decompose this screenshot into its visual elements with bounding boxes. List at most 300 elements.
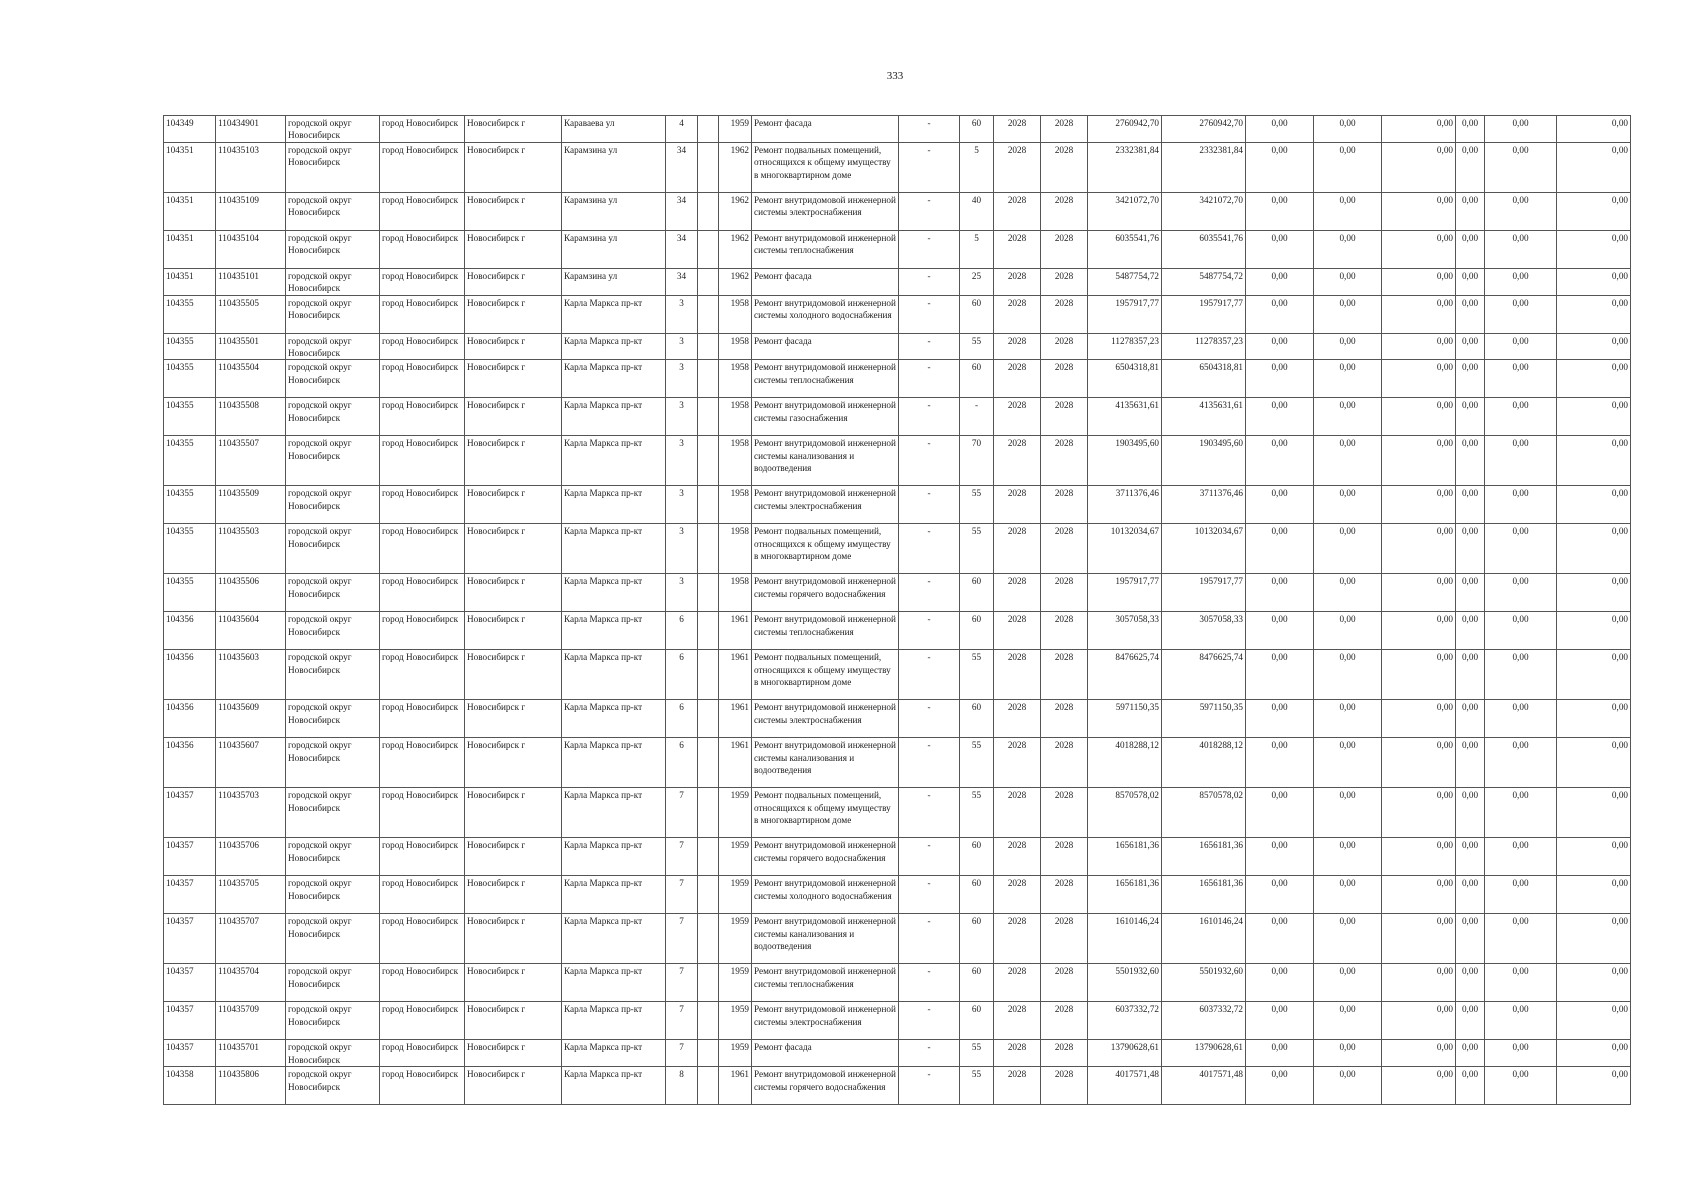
cell-street: Карамзина ул (562, 192, 666, 230)
cell-building-letter (698, 1067, 719, 1105)
cell-house-id: 104355 (164, 295, 216, 333)
page-number: 333 (886, 70, 904, 82)
cell-cost-other: 0,00 (1382, 612, 1456, 650)
cell-build-year: 1961 (719, 1067, 752, 1105)
cell-locality: Новосибирск г (465, 142, 562, 192)
table-row (164, 333, 1631, 360)
cell-deterioration: - (899, 524, 960, 574)
cell-cost-regional: 2332381,84 (1162, 142, 1246, 192)
cell-locality: Новосибирск г (465, 268, 562, 295)
cell-cost-federal: 0,00 (1246, 230, 1314, 268)
cell-municipality: городской округ Новосибирск (286, 738, 380, 788)
cell-cost-reserve: 0,00 (1557, 914, 1631, 964)
cell-build-year: 1959 (719, 838, 752, 876)
cell-settlement: город Новосибирск (380, 738, 465, 788)
cell-locality: Новосибирск г (465, 788, 562, 838)
cell-cost-fund: 0,00 (1456, 192, 1485, 230)
cell-settlement: город Новосибирск (380, 333, 465, 360)
cell-cost-owners: 0,00 (1485, 230, 1557, 268)
cell-deterioration: - (899, 486, 960, 524)
cell-locality: Новосибирск г (465, 700, 562, 738)
cell-building-letter (698, 700, 719, 738)
cell-municipality: городской округ Новосибирск (286, 574, 380, 612)
cell-cost-reserve: 0,00 (1557, 116, 1631, 143)
cell-build-year: 1962 (719, 192, 752, 230)
cell-street: Карла Маркса пр-кт (562, 295, 666, 333)
cell-house-number: 3 (666, 436, 698, 486)
cell-cost-local: 0,00 (1314, 524, 1382, 574)
cell-build-year: 1959 (719, 116, 752, 143)
cell-deterioration: - (899, 876, 960, 914)
cell-cost-regional: 1656181,36 (1162, 876, 1246, 914)
cell-work-type: Ремонт фасада (752, 116, 899, 143)
cell-house-number: 8 (666, 1067, 698, 1105)
cell-settlement: город Новосибирск (380, 268, 465, 295)
cell-cost-owners: 0,00 (1485, 295, 1557, 333)
cell-deterioration: - (899, 1002, 960, 1040)
cell-plan-year-end: 2028 (1041, 788, 1088, 838)
cell-cost-other: 0,00 (1382, 964, 1456, 1002)
cell-work-type: Ремонт подвальных помещений, относящихся к общему имуществу в многоквартирном доме (752, 524, 899, 574)
cell-cost-regional: 1957917,77 (1162, 295, 1246, 333)
cell-build-year: 1958 (719, 574, 752, 612)
cell-cost-other: 0,00 (1382, 524, 1456, 574)
cell-work-type: Ремонт внутридомовой инженерной системы холодного водоснабжения (752, 295, 899, 333)
cell-cost-fund: 0,00 (1456, 738, 1485, 788)
cell-house-id: 104357 (164, 1040, 216, 1067)
cell-deterioration: - (899, 398, 960, 436)
cell-plan-year-start: 2028 (994, 398, 1041, 436)
cell-plan-year-end: 2028 (1041, 838, 1088, 876)
cell-cost-owners: 0,00 (1485, 142, 1557, 192)
cell-cost-total: 1610146,24 (1088, 914, 1162, 964)
cell-street: Карамзина ул (562, 268, 666, 295)
cell-cost-fund: 0,00 (1456, 486, 1485, 524)
cell-locality: Новосибирск г (465, 1040, 562, 1067)
cell-build-year: 1958 (719, 436, 752, 486)
cell-record-id: 110435504 (216, 360, 286, 398)
cell-cost-reserve: 0,00 (1557, 360, 1631, 398)
cell-wear-percent: 5 (960, 142, 994, 192)
cell-build-year: 1962 (719, 268, 752, 295)
cell-work-type: Ремонт фасада (752, 333, 899, 360)
cell-cost-owners: 0,00 (1485, 1067, 1557, 1105)
cell-work-type: Ремонт внутридомовой инженерной системы электроснабжения (752, 486, 899, 524)
cell-house-number: 4 (666, 116, 698, 143)
cell-street: Карла Маркса пр-кт (562, 914, 666, 964)
cell-cost-reserve: 0,00 (1557, 612, 1631, 650)
cell-cost-owners: 0,00 (1485, 524, 1557, 574)
cell-deterioration: - (899, 1067, 960, 1105)
cell-settlement: город Новосибирск (380, 1040, 465, 1067)
cell-settlement: город Новосибирск (380, 574, 465, 612)
cell-cost-federal: 0,00 (1246, 1002, 1314, 1040)
cell-settlement: город Новосибирск (380, 116, 465, 143)
cell-cost-local: 0,00 (1314, 230, 1382, 268)
cell-plan-year-start: 2028 (994, 268, 1041, 295)
cell-house-number: 3 (666, 524, 698, 574)
cell-cost-owners: 0,00 (1485, 574, 1557, 612)
cell-cost-regional: 4018288,12 (1162, 738, 1246, 788)
cell-building-letter (698, 360, 719, 398)
cell-cost-other: 0,00 (1382, 230, 1456, 268)
cell-cost-federal: 0,00 (1246, 436, 1314, 486)
cell-municipality: городской округ Новосибирск (286, 333, 380, 360)
cell-house-id: 104355 (164, 398, 216, 436)
cell-build-year: 1958 (719, 360, 752, 398)
cell-cost-fund: 0,00 (1456, 700, 1485, 738)
table-row (164, 914, 1631, 964)
cell-deterioration: - (899, 268, 960, 295)
cell-cost-federal: 0,00 (1246, 360, 1314, 398)
cell-cost-owners: 0,00 (1485, 192, 1557, 230)
table-body (164, 116, 1631, 1105)
cell-cost-regional: 5487754,72 (1162, 268, 1246, 295)
cell-house-number: 7 (666, 914, 698, 964)
cell-cost-reserve: 0,00 (1557, 486, 1631, 524)
cell-plan-year-start: 2028 (994, 838, 1041, 876)
cell-work-type: Ремонт внутридомовой инженерной системы электроснабжения (752, 700, 899, 738)
cell-settlement: город Новосибирск (380, 142, 465, 192)
cell-plan-year-start: 2028 (994, 788, 1041, 838)
table-row (164, 612, 1631, 650)
cell-wear-percent: 60 (960, 914, 994, 964)
cell-locality: Новосибирск г (465, 612, 562, 650)
cell-wear-percent: 60 (960, 876, 994, 914)
table-row (164, 360, 1631, 398)
cell-building-letter (698, 192, 719, 230)
cell-cost-federal: 0,00 (1246, 876, 1314, 914)
cell-plan-year-end: 2028 (1041, 295, 1088, 333)
cell-house-number: 6 (666, 650, 698, 700)
cell-house-id: 104351 (164, 230, 216, 268)
cell-house-id: 104351 (164, 268, 216, 295)
cell-plan-year-end: 2028 (1041, 436, 1088, 486)
cell-cost-owners: 0,00 (1485, 876, 1557, 914)
cell-wear-percent: 55 (960, 650, 994, 700)
cell-cost-local: 0,00 (1314, 574, 1382, 612)
cell-plan-year-start: 2028 (994, 876, 1041, 914)
cell-cost-total: 5487754,72 (1088, 268, 1162, 295)
cell-locality: Новосибирск г (465, 398, 562, 436)
cell-plan-year-end: 2028 (1041, 1067, 1088, 1105)
cell-cost-other: 0,00 (1382, 1067, 1456, 1105)
cell-house-id: 104355 (164, 574, 216, 612)
cell-locality: Новосибирск г (465, 738, 562, 788)
cell-wear-percent: 55 (960, 524, 994, 574)
cell-build-year: 1959 (719, 788, 752, 838)
cell-house-id: 104351 (164, 192, 216, 230)
cell-municipality: городской округ Новосибирск (286, 1067, 380, 1105)
cell-cost-local: 0,00 (1314, 116, 1382, 143)
cell-house-id: 104356 (164, 700, 216, 738)
cell-street: Карла Маркса пр-кт (562, 1040, 666, 1067)
cell-house-number: 7 (666, 964, 698, 1002)
cell-cost-local: 0,00 (1314, 333, 1382, 360)
cell-house-number: 3 (666, 295, 698, 333)
cell-cost-total: 2760942,70 (1088, 116, 1162, 143)
cell-cost-federal: 0,00 (1246, 788, 1314, 838)
cell-build-year: 1958 (719, 486, 752, 524)
cell-deterioration: - (899, 1040, 960, 1067)
cell-cost-federal: 0,00 (1246, 650, 1314, 700)
cell-plan-year-end: 2028 (1041, 116, 1088, 143)
cell-settlement: город Новосибирск (380, 486, 465, 524)
cell-cost-federal: 0,00 (1246, 524, 1314, 574)
cell-plan-year-end: 2028 (1041, 1002, 1088, 1040)
cell-plan-year-end: 2028 (1041, 876, 1088, 914)
cell-house-id: 104355 (164, 333, 216, 360)
cell-cost-total: 3711376,46 (1088, 486, 1162, 524)
cell-cost-regional: 3711376,46 (1162, 486, 1246, 524)
cell-cost-other: 0,00 (1382, 436, 1456, 486)
cell-deterioration: - (899, 192, 960, 230)
cell-locality: Новосибирск г (465, 574, 562, 612)
cell-build-year: 1959 (719, 876, 752, 914)
cell-settlement: город Новосибирск (380, 964, 465, 1002)
cell-plan-year-end: 2028 (1041, 486, 1088, 524)
cell-cost-owners: 0,00 (1485, 398, 1557, 436)
cell-build-year: 1961 (719, 650, 752, 700)
cell-house-id: 104356 (164, 612, 216, 650)
cell-wear-percent: 60 (960, 574, 994, 612)
cell-cost-total: 8570578,02 (1088, 788, 1162, 838)
cell-cost-local: 0,00 (1314, 876, 1382, 914)
cell-municipality: городской округ Новосибирск (286, 360, 380, 398)
cell-settlement: город Новосибирск (380, 1067, 465, 1105)
cell-build-year: 1959 (719, 914, 752, 964)
cell-cost-reserve: 0,00 (1557, 268, 1631, 295)
cell-house-number: 3 (666, 360, 698, 398)
cell-plan-year-start: 2028 (994, 116, 1041, 143)
cell-house-id: 104357 (164, 914, 216, 964)
cell-cost-regional: 1656181,36 (1162, 838, 1246, 876)
cell-locality: Новосибирск г (465, 1002, 562, 1040)
cell-cost-local: 0,00 (1314, 295, 1382, 333)
cell-cost-local: 0,00 (1314, 142, 1382, 192)
table-row (164, 964, 1631, 1002)
cell-cost-other: 0,00 (1382, 268, 1456, 295)
cell-settlement: город Новосибирск (380, 914, 465, 964)
cell-cost-regional: 5501932,60 (1162, 964, 1246, 1002)
cell-record-id: 110435501 (216, 333, 286, 360)
cell-cost-federal: 0,00 (1246, 192, 1314, 230)
cell-build-year: 1959 (719, 964, 752, 1002)
cell-wear-percent: 55 (960, 486, 994, 524)
cell-house-number: 7 (666, 876, 698, 914)
cell-cost-federal: 0,00 (1246, 574, 1314, 612)
cell-cost-owners: 0,00 (1485, 333, 1557, 360)
cell-record-id: 110435503 (216, 524, 286, 574)
cell-building-letter (698, 524, 719, 574)
cell-locality: Новосибирск г (465, 486, 562, 524)
cell-cost-federal: 0,00 (1246, 612, 1314, 650)
cell-house-id: 104358 (164, 1067, 216, 1105)
cell-plan-year-end: 2028 (1041, 612, 1088, 650)
cell-record-id: 110435603 (216, 650, 286, 700)
cell-wear-percent: 55 (960, 1067, 994, 1105)
cell-cost-fund: 0,00 (1456, 650, 1485, 700)
cell-house-number: 34 (666, 230, 698, 268)
cell-cost-reserve: 0,00 (1557, 192, 1631, 230)
cell-house-id: 104355 (164, 486, 216, 524)
cell-cost-owners: 0,00 (1485, 486, 1557, 524)
cell-settlement: город Новосибирск (380, 295, 465, 333)
cell-work-type: Ремонт внутридомовой инженерной системы канализования и водоотведения (752, 436, 899, 486)
cell-plan-year-end: 2028 (1041, 964, 1088, 1002)
table-row (164, 398, 1631, 436)
cell-cost-fund: 0,00 (1456, 838, 1485, 876)
cell-build-year: 1961 (719, 738, 752, 788)
cell-plan-year-start: 2028 (994, 1067, 1041, 1105)
cell-cost-total: 6037332,72 (1088, 1002, 1162, 1040)
cell-record-id: 110435703 (216, 788, 286, 838)
cell-municipality: городской округ Новосибирск (286, 914, 380, 964)
cell-plan-year-start: 2028 (994, 700, 1041, 738)
cell-cost-fund: 0,00 (1456, 876, 1485, 914)
cell-cost-owners: 0,00 (1485, 1040, 1557, 1067)
cell-cost-federal: 0,00 (1246, 268, 1314, 295)
cell-street: Карла Маркса пр-кт (562, 788, 666, 838)
cell-cost-local: 0,00 (1314, 192, 1382, 230)
table-row (164, 788, 1631, 838)
cell-plan-year-end: 2028 (1041, 268, 1088, 295)
cell-work-type: Ремонт внутридомовой инженерной системы горячего водоснабжения (752, 574, 899, 612)
cell-cost-reserve: 0,00 (1557, 788, 1631, 838)
cell-house-id: 104355 (164, 524, 216, 574)
cell-deterioration: - (899, 650, 960, 700)
cell-plan-year-start: 2028 (994, 612, 1041, 650)
cell-build-year: 1959 (719, 1040, 752, 1067)
cell-cost-total: 1957917,77 (1088, 574, 1162, 612)
cell-cost-regional: 1610146,24 (1162, 914, 1246, 964)
cell-deterioration: - (899, 230, 960, 268)
cell-cost-other: 0,00 (1382, 738, 1456, 788)
cell-deterioration: - (899, 142, 960, 192)
cell-wear-percent: 70 (960, 436, 994, 486)
cell-building-letter (698, 1002, 719, 1040)
cell-cost-fund: 0,00 (1456, 1040, 1485, 1067)
cell-plan-year-start: 2028 (994, 192, 1041, 230)
cell-cost-total: 1957917,77 (1088, 295, 1162, 333)
cell-house-number: 7 (666, 1040, 698, 1067)
cell-work-type: Ремонт внутридомовой инженерной системы газоснабжения (752, 398, 899, 436)
cell-cost-total: 1656181,36 (1088, 876, 1162, 914)
cell-cost-owners: 0,00 (1485, 650, 1557, 700)
cell-cost-other: 0,00 (1382, 574, 1456, 612)
cell-wear-percent: 55 (960, 738, 994, 788)
cell-municipality: городской округ Новосибирск (286, 268, 380, 295)
cell-settlement: город Новосибирск (380, 398, 465, 436)
cell-municipality: городской округ Новосибирск (286, 700, 380, 738)
cell-cost-regional: 4017571,48 (1162, 1067, 1246, 1105)
cell-settlement: город Новосибирск (380, 1002, 465, 1040)
cell-deterioration: - (899, 914, 960, 964)
cell-plan-year-end: 2028 (1041, 574, 1088, 612)
cell-settlement: город Новосибирск (380, 524, 465, 574)
cell-cost-fund: 0,00 (1456, 116, 1485, 143)
cell-cost-other: 0,00 (1382, 650, 1456, 700)
cell-settlement: город Новосибирск (380, 612, 465, 650)
cell-building-letter (698, 738, 719, 788)
table-row (164, 436, 1631, 486)
cell-work-type: Ремонт внутридомовой инженерной системы теплоснабжения (752, 964, 899, 1002)
cell-cost-total: 4135631,61 (1088, 398, 1162, 436)
cell-cost-fund: 0,00 (1456, 333, 1485, 360)
cell-work-type: Ремонт внутридомовой инженерной системы горячего водоснабжения (752, 838, 899, 876)
cell-locality: Новосибирск г (465, 116, 562, 143)
cell-street: Карла Маркса пр-кт (562, 360, 666, 398)
table-row (164, 230, 1631, 268)
cell-work-type: Ремонт внутридомовой инженерной системы канализования и водоотведения (752, 914, 899, 964)
cell-house-id: 104356 (164, 738, 216, 788)
cell-house-id: 104356 (164, 650, 216, 700)
cell-cost-owners: 0,00 (1485, 700, 1557, 738)
cell-building-letter (698, 436, 719, 486)
cell-cost-total: 4017571,48 (1088, 1067, 1162, 1105)
cell-municipality: городской округ Новосибирск (286, 612, 380, 650)
cell-house-number: 34 (666, 192, 698, 230)
cell-cost-reserve: 0,00 (1557, 574, 1631, 612)
cell-locality: Новосибирск г (465, 914, 562, 964)
cell-building-letter (698, 964, 719, 1002)
cell-house-number: 34 (666, 142, 698, 192)
cell-cost-owners: 0,00 (1485, 1002, 1557, 1040)
cell-locality: Новосибирск г (465, 876, 562, 914)
cell-cost-total: 1656181,36 (1088, 838, 1162, 876)
cell-record-id: 110435705 (216, 876, 286, 914)
cell-house-id: 104349 (164, 116, 216, 143)
cell-plan-year-end: 2028 (1041, 192, 1088, 230)
cell-record-id: 110435104 (216, 230, 286, 268)
cell-cost-fund: 0,00 (1456, 230, 1485, 268)
cell-cost-reserve: 0,00 (1557, 738, 1631, 788)
cell-build-year: 1958 (719, 524, 752, 574)
cell-locality: Новосибирск г (465, 295, 562, 333)
cell-work-type: Ремонт внутридомовой инженерной системы теплоснабжения (752, 360, 899, 398)
cell-deterioration: - (899, 738, 960, 788)
cell-cost-regional: 6035541,76 (1162, 230, 1246, 268)
cell-work-type: Ремонт внутридомовой инженерной системы теплоснабжения (752, 230, 899, 268)
cell-municipality: городской округ Новосибирск (286, 116, 380, 143)
cell-cost-reserve: 0,00 (1557, 398, 1631, 436)
cell-record-id: 110435609 (216, 700, 286, 738)
cell-street: Карла Маркса пр-кт (562, 700, 666, 738)
cell-street: Карла Маркса пр-кт (562, 574, 666, 612)
cell-house-id: 104355 (164, 360, 216, 398)
cell-locality: Новосибирск г (465, 650, 562, 700)
cell-cost-fund: 0,00 (1456, 788, 1485, 838)
cell-plan-year-start: 2028 (994, 914, 1041, 964)
cell-cost-reserve: 0,00 (1557, 1040, 1631, 1067)
cell-plan-year-start: 2028 (994, 650, 1041, 700)
cell-street: Карла Маркса пр-кт (562, 738, 666, 788)
cell-cost-other: 0,00 (1382, 142, 1456, 192)
cell-build-year: 1958 (719, 295, 752, 333)
cell-building-letter (698, 333, 719, 360)
cell-cost-reserve: 0,00 (1557, 964, 1631, 1002)
cell-building-letter (698, 116, 719, 143)
cell-wear-percent: 60 (960, 295, 994, 333)
cell-wear-percent: 60 (960, 1002, 994, 1040)
cell-building-letter (698, 295, 719, 333)
cell-cost-federal: 0,00 (1246, 700, 1314, 738)
cell-cost-local: 0,00 (1314, 914, 1382, 964)
cell-house-number: 34 (666, 268, 698, 295)
cell-record-id: 110435607 (216, 738, 286, 788)
cell-building-letter (698, 612, 719, 650)
cell-cost-regional: 4135631,61 (1162, 398, 1246, 436)
